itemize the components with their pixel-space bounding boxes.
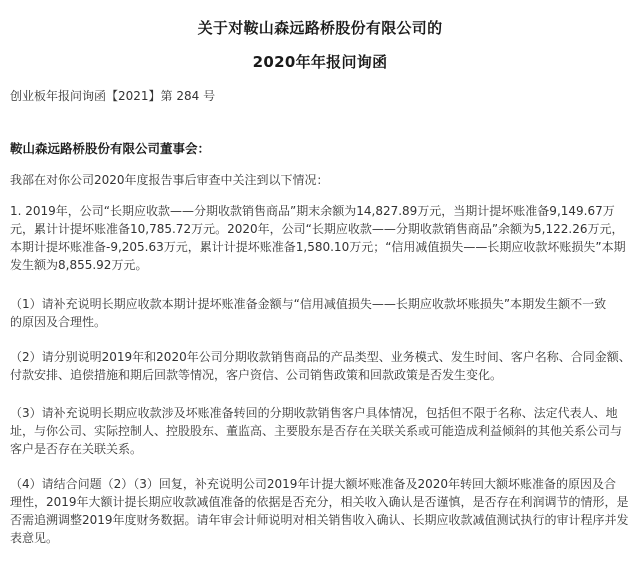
paragraph-line: 1. 2019年，公司“长期应收款——分期收款销售商品”期末余额为14,827.89万元，当期计提坏账准备9,149.67万	[10, 204, 615, 218]
document-number: 创业板年报问询函【2021】第 284 号	[10, 89, 216, 103]
question-1-paragraph	[10, 295, 632, 331]
paragraph-line: 否需追溯调整2019年度财务数据。请年审会计师说明对相关销售收入确认、长期应收款减值测试执行的审计程序并发	[10, 513, 629, 527]
paragraph-line: （2）请分别说明2019年和2020年公司分期收款销售商品的产品类型、业务模式、发生时间、客户名称、合同金额、	[10, 350, 631, 364]
paragraph-line: 本期计提坏账准备-9,205.63万元，累计计提坏账准备1,580.10万元；“信用减值损失——长期应收款坏账损失”本期	[10, 240, 626, 254]
paragraph-line: 付款安排、追偿措施和期后回款等情况，客户资信、公司销售政策和回款政策是否发生变化。	[10, 368, 503, 382]
paragraph-line: 的原因及合理性。	[10, 315, 107, 329]
paragraph-line: （1）请补充说明长期应收款本期计提坏账准备金额与“信用减值损失——长期应收款坏账损失”本期发生额不一致	[10, 297, 607, 311]
paragraph-line: 发生额为8,855.92万元。	[10, 258, 148, 272]
letter-title-line-1: 关于对鞍山森远路桥股份有限公司的	[197, 19, 443, 37]
question-2-paragraph	[10, 348, 632, 384]
paragraph-line: （4）请结合问题（2）（3）回复，补充说明公司2019年计提大额坏账准备及2020年转回大额坏账准备的原因及合	[10, 477, 616, 491]
item-1-paragraph	[10, 202, 632, 274]
paragraph-line: （3）请补充说明长期应收款涉及坏账准备转回的分期收款销售客户具体情况，包括但不限于名称、法定代表人、地	[10, 406, 618, 420]
addressee: 鞍山森远路桥股份有限公司董事会：	[10, 141, 211, 156]
paragraph-line: 表意见。	[10, 531, 59, 545]
paragraph-line: 客户是否存在关联关系。	[10, 442, 143, 456]
paragraph-line: 址，与你公司、实际控制人、控股股东、董监高、主要股东是否存在关联关系或可能造成利益倾斜的其他关系公司与	[10, 424, 623, 438]
letter-title-line-2: 2020年年报问询函	[252, 53, 388, 71]
paragraph-line: 元，累计计提坏账准备10,785.72万元。2020年，公司“长期应收款——分期收款销售商品”余额为5,122.26万元，	[10, 222, 624, 236]
question-3-paragraph	[10, 404, 632, 458]
paragraph-line: 理性，2019年大额计提长期应收款减值准备的依据是否充分，相关收入确认是否谨慎，是否存在利润调节的情形，是	[10, 495, 629, 509]
intro-sentence: 我部在对你公司2020年度报告事后审查中关注到以下情况：	[10, 173, 329, 187]
question-4-paragraph	[10, 475, 632, 547]
